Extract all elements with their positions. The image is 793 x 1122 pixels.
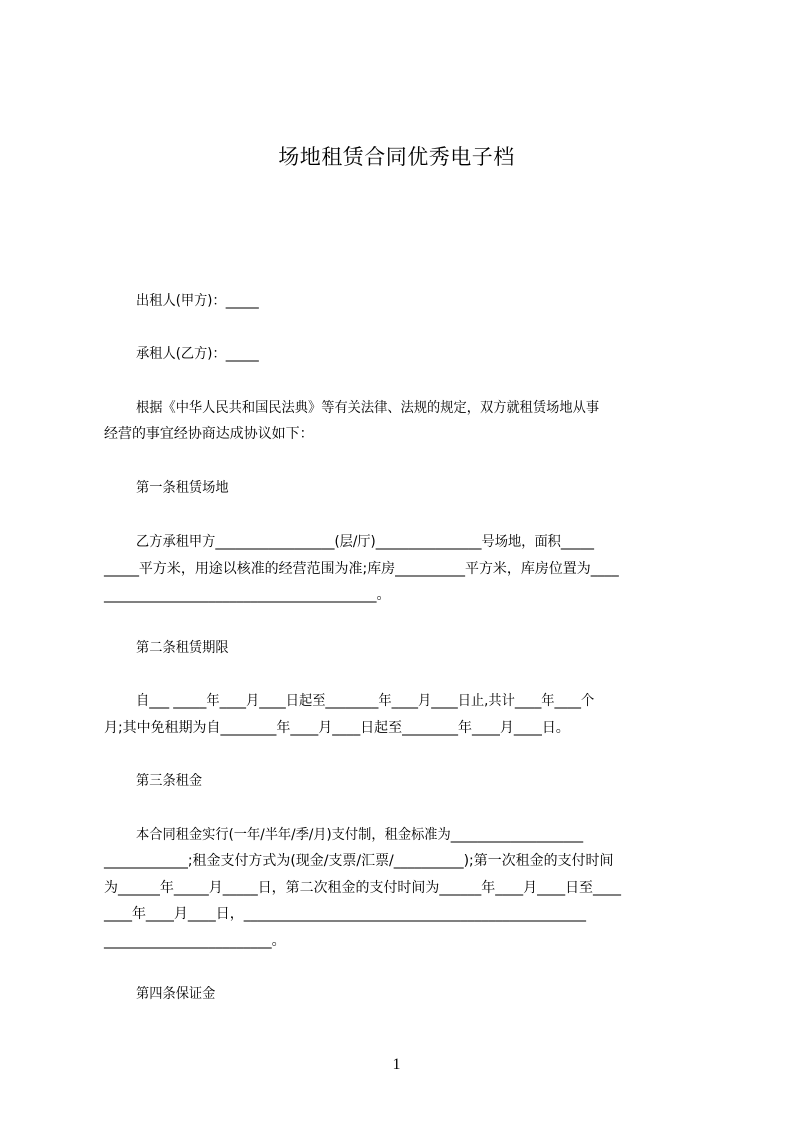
page-title: 场地租赁合同优秀电子档	[278, 145, 515, 169]
preamble-line-2: 经营的事宜经协商达成协议如下：	[104, 426, 314, 442]
article-2-line-1: 自___ _____年____月____日起至________年____月____日止,共计____年____个	[136, 693, 595, 709]
article-1-line-3: _______________________________________。	[104, 587, 391, 603]
article-3-heading: 第三条租金	[136, 773, 203, 789]
article-4-heading: 第四条保证金	[136, 986, 216, 1002]
article-2-line-2: 月;其中免租期为自________年____月____日起至________年____月____日。	[104, 720, 570, 736]
article-3-line-4: ____年____月____日，_________________________________________________	[104, 906, 587, 922]
article-1-line-1: 乙方承租甲方__________________(层/厅)________________号场地，面积_____	[136, 534, 594, 550]
article-1-line-2: _____平方米，用途以核准的经营范围为准;库房__________平方米，库房位置为____	[104, 561, 619, 577]
lessee-line: 承租人(乙方)：_____	[136, 346, 259, 362]
article-1-heading: 第一条租赁场地	[136, 480, 229, 496]
article-3-line-2: ____________;租金支付方式为(现金/支票/汇票/__________);第一次租金的支付时间	[104, 853, 614, 869]
page-number: 1	[392, 1056, 401, 1073]
preamble-line-1: 根据《中华人民共和国民法典》等有关法律、法规的规定，双方就租赁场地从事	[136, 400, 600, 416]
article-3-line-1: 本合同租金实行(一年/半年/季/月)支付制，租金标准为____________________	[136, 827, 584, 843]
lessor-line: 出租人(甲方)：_____	[136, 293, 259, 309]
article-3-line-3: 为______年_____月_____日，第二次租金的支付时间为______年____月____日至____	[104, 880, 621, 896]
article-2-heading: 第二条租赁期限	[136, 640, 229, 656]
article-3-line-5: ________________________。	[104, 933, 286, 949]
